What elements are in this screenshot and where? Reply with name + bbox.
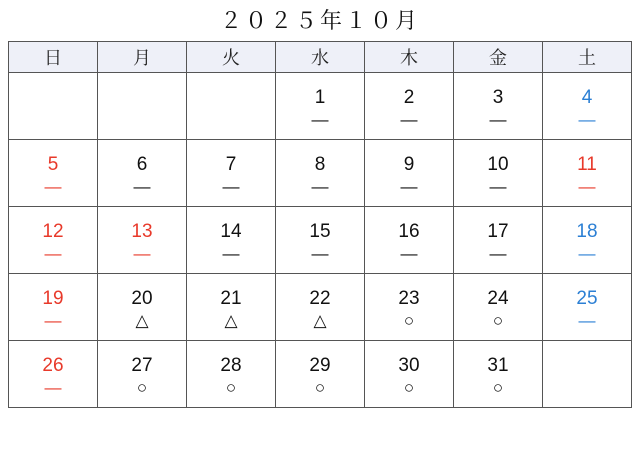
calendar-day-cell[interactable]	[365, 73, 454, 140]
calendar-day-cell[interactable]	[365, 341, 454, 408]
calendar-day-cell[interactable]	[454, 140, 543, 207]
availability-mark: —	[311, 176, 329, 196]
day-number: 14	[220, 221, 242, 243]
availability-mark: —	[489, 176, 507, 196]
availability-mark: —	[578, 310, 596, 330]
calendar-day-cell[interactable]	[454, 73, 543, 140]
availability-mark: △	[135, 310, 149, 330]
day-number: 12	[42, 221, 64, 243]
calendar-day-cell[interactable]	[98, 140, 187, 207]
calendar-day-cell[interactable]	[187, 274, 276, 341]
calendar-header	[9, 42, 632, 73]
weekday-header-木: 木	[365, 42, 454, 73]
calendar-day-cell[interactable]	[187, 207, 276, 274]
calendar-table	[8, 41, 632, 408]
availability-mark: △	[224, 310, 238, 330]
availability-mark: —	[489, 243, 507, 263]
day-number: 13	[131, 221, 153, 243]
availability-mark: —	[400, 243, 418, 263]
calendar-day-cell[interactable]	[276, 274, 365, 341]
day-number: 7	[225, 154, 237, 176]
availability-mark: ○	[314, 377, 326, 397]
day-number: 20	[131, 288, 153, 310]
day-number: 28	[220, 355, 242, 377]
availability-mark: —	[489, 109, 507, 129]
day-number: 27	[131, 355, 153, 377]
availability-mark	[98, 98, 186, 120]
day-number: 5	[47, 154, 59, 176]
day-number: 29	[309, 355, 331, 377]
calendar-day-cell[interactable]	[98, 341, 187, 408]
availability-mark	[543, 366, 631, 388]
calendar-body	[9, 73, 632, 408]
availability-mark: ○	[403, 377, 415, 397]
page-title: ２０２５年１０月	[219, 8, 420, 33]
day-number: 8	[314, 154, 326, 176]
availability-mark: —	[222, 243, 240, 263]
calendar-day-cell[interactable]	[98, 274, 187, 341]
availability-mark: —	[44, 176, 62, 196]
day-number: 17	[487, 221, 509, 243]
availability-mark: —	[311, 243, 329, 263]
availability-mark: —	[133, 176, 151, 196]
calendar-day-cell[interactable]	[454, 274, 543, 341]
availability-mark	[9, 98, 97, 120]
calendar-week-row	[9, 274, 632, 341]
calendar-day-cell[interactable]	[9, 140, 98, 207]
day-number: 30	[398, 355, 420, 377]
availability-mark: —	[578, 176, 596, 196]
calendar-day-cell[interactable]	[9, 207, 98, 274]
weekday-header-月: 月	[98, 42, 187, 73]
calendar-day-cell[interactable]	[276, 73, 365, 140]
day-number: 25	[576, 288, 598, 310]
calendar-day-cell[interactable]	[187, 341, 276, 408]
availability-mark: —	[44, 243, 62, 263]
calendar-day-cell[interactable]	[454, 207, 543, 274]
calendar-day-cell[interactable]	[365, 274, 454, 341]
day-number: 10	[487, 154, 509, 176]
day-number: 31	[487, 355, 509, 377]
calendar-week-row	[9, 140, 632, 207]
day-number: 2	[403, 87, 415, 109]
calendar-day-cell[interactable]	[543, 73, 632, 140]
day-number: 4	[581, 87, 593, 109]
day-number: 22	[309, 288, 331, 310]
day-number: 21	[220, 288, 242, 310]
day-number: 26	[42, 355, 64, 377]
calendar-day-cell[interactable]	[454, 341, 543, 408]
availability-mark: ○	[492, 310, 504, 330]
availability-mark: —	[400, 109, 418, 129]
availability-mark: △	[313, 310, 327, 330]
day-number: 23	[398, 288, 420, 310]
availability-mark: —	[44, 310, 62, 330]
calendar-day-cell[interactable]	[9, 274, 98, 341]
calendar-day-cell[interactable]	[543, 140, 632, 207]
calendar-empty-cell	[543, 341, 632, 408]
calendar-day-cell[interactable]	[187, 140, 276, 207]
availability-mark: —	[578, 243, 596, 263]
availability-mark: —	[400, 176, 418, 196]
day-number: 11	[577, 154, 597, 176]
availability-mark	[187, 98, 275, 120]
availability-mark: —	[578, 109, 596, 129]
availability-mark: ○	[492, 377, 504, 397]
calendar-day-cell[interactable]	[276, 341, 365, 408]
calendar-empty-cell	[98, 73, 187, 140]
day-number: 15	[309, 221, 331, 243]
weekday-header-水: 水	[276, 42, 365, 73]
calendar-week-row	[9, 207, 632, 274]
day-number: 18	[576, 221, 598, 243]
weekday-header-土: 土	[543, 42, 632, 73]
calendar-day-cell[interactable]	[276, 207, 365, 274]
weekday-header-row	[9, 42, 632, 73]
calendar-day-cell[interactable]	[543, 274, 632, 341]
weekday-header-日: 日	[9, 42, 98, 73]
calendar-day-cell[interactable]	[98, 207, 187, 274]
day-number: 6	[136, 154, 148, 176]
availability-mark: ○	[136, 377, 148, 397]
day-number: 24	[487, 288, 509, 310]
day-number: 16	[398, 221, 420, 243]
availability-mark: —	[133, 243, 151, 263]
availability-mark: —	[311, 109, 329, 129]
day-number: 9	[403, 154, 415, 176]
day-number: 1	[314, 87, 326, 109]
weekday-header-金: 金	[454, 42, 543, 73]
calendar-empty-cell	[9, 73, 98, 140]
calendar-day-cell[interactable]	[276, 140, 365, 207]
calendar-day-cell[interactable]	[365, 140, 454, 207]
calendar-empty-cell	[187, 73, 276, 140]
weekday-header-火: 火	[187, 42, 276, 73]
availability-mark: ○	[225, 377, 237, 397]
availability-mark: —	[222, 176, 240, 196]
day-number: 19	[42, 288, 64, 310]
calendar-day-cell[interactable]	[365, 207, 454, 274]
calendar-day-cell[interactable]	[9, 341, 98, 408]
calendar-day-cell[interactable]	[543, 207, 632, 274]
day-number: 3	[492, 87, 504, 109]
calendar-week-row	[9, 73, 632, 140]
availability-mark: —	[44, 377, 62, 397]
availability-mark: ○	[403, 310, 415, 330]
calendar-week-row	[9, 341, 632, 408]
